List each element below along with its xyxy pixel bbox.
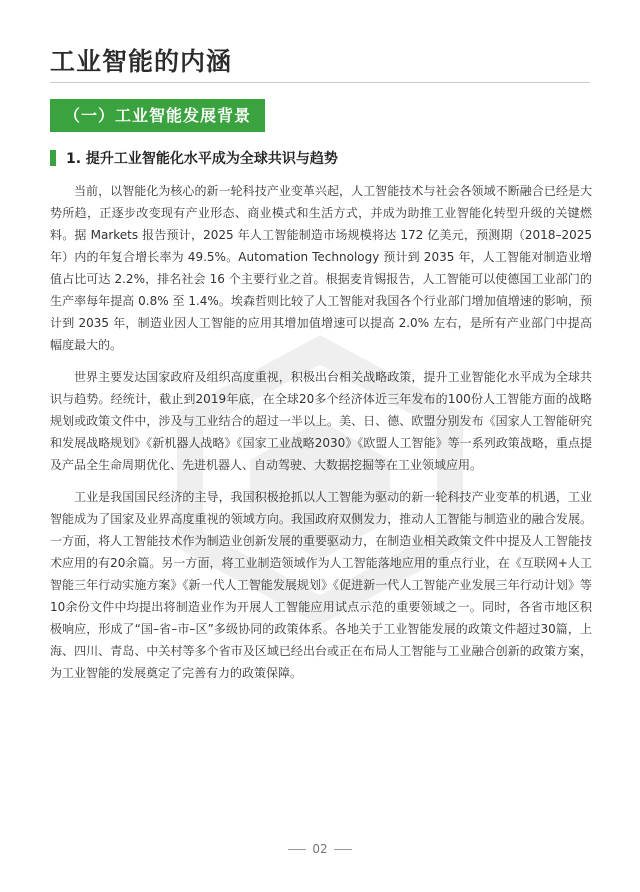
paragraph-3: 工业是我国国民经济的主导，我国积极抢抓以人工智能为驱动的新一轮科技产业变革的机遇，工业智能成为了国家及业界高度重视的领域方向。我国政府双侧发力，推动人工智能与制造业的融合发展。一方面，将人工智能技术作为制造业创新发展的重要驱动力，在制造业相关政策文件中提及人工智能技术应用的有20余篇。另一方面，将工业制造领域作为人工智能落地应用的重点行业，在《互联网+人工智能三年行动实施方案》《新一代人工智能发展规划》《促进新一代人工智能产业发展三年行动计划》等10余份文件中均提出将制造业作为开展人工智能应用试点示范的重要领域之一。同时，各省市地区积极响应，形成了“国–省–市–区”多级协同的政策体系。各地关于工业智能发展的政策文件超过30篇，上海、四川、青岛、中关村等多个省市及区域已经出台或正在布局人工智能与工业融合创新的政策方案，为工业智能的发展奠定了完善有力的政策保障。 bbox=[50, 490, 592, 680]
page-number: 02 bbox=[312, 842, 328, 856]
title-divider bbox=[50, 82, 590, 83]
page-footer bbox=[0, 842, 640, 856]
footer-dash-right bbox=[334, 849, 352, 850]
paragraph-1: 当前，以智能化为核心的新一轮科技产业变革兴起，人工智能技术与社会各领域不断融合已经是大势所趋，正逐步改变现有产业形态、商业模式和生活方式，并成为助推工业智能化转型升级的关键燃料。据 Markets 报告预计，2025 年人工智能制造市场规模将达 172 亿美元，预测期（2018–2025 年）内的年复合增长率为 49.5%。Automation Technology 预计到 2035 年，人工智能对制造业增值占比可达 2.2%，排名社会 16 个主要行业之首。根据麦肯锡报告，人工智能可以使德国工业部门的生产率每年提高 0.8% 至 1.4%。埃森哲则比较了人工智能对我国各个行业部门增加值增速的影响，预计到 2035 年，制造业因人工智能的应用其增加值增速可以提高 2.0% 左右，是所有产业部门中提高幅度最大的。 bbox=[50, 184, 592, 352]
body-text bbox=[50, 180, 592, 694]
page-title: 工业智能的内涵 bbox=[50, 47, 233, 76]
footer-dash-left bbox=[288, 849, 306, 850]
paragraph-2: 世界主要发达国家政府及组织高度重视，积极出台相关战略政策，提升工业智能化水平成为全球共识与趋势。经统计，截止到2019年底，在全球20多个经济体近三年发布的100份人工智能方面的战略规划或政策文件中，涉及与工业结合的超过一半以上。美、日、德、欧盟分别发布《国家人工智能研究和发展战略规划》《新机器人战略》《国家工业战略2030》《欧盟人工智能》等一系列政策战略，重点提及产品全生命周期优化、先进机器人、自动驾驶、大数据挖掘等在工业领域应用。 bbox=[50, 370, 592, 472]
section-banner: （一）工业智能发展背景 bbox=[50, 99, 265, 132]
sub-heading bbox=[50, 150, 338, 166]
sub-heading-text: 1. 提升工业智能化水平成为全球共识与趋势 bbox=[66, 151, 338, 167]
sub-heading-bar bbox=[50, 150, 56, 166]
